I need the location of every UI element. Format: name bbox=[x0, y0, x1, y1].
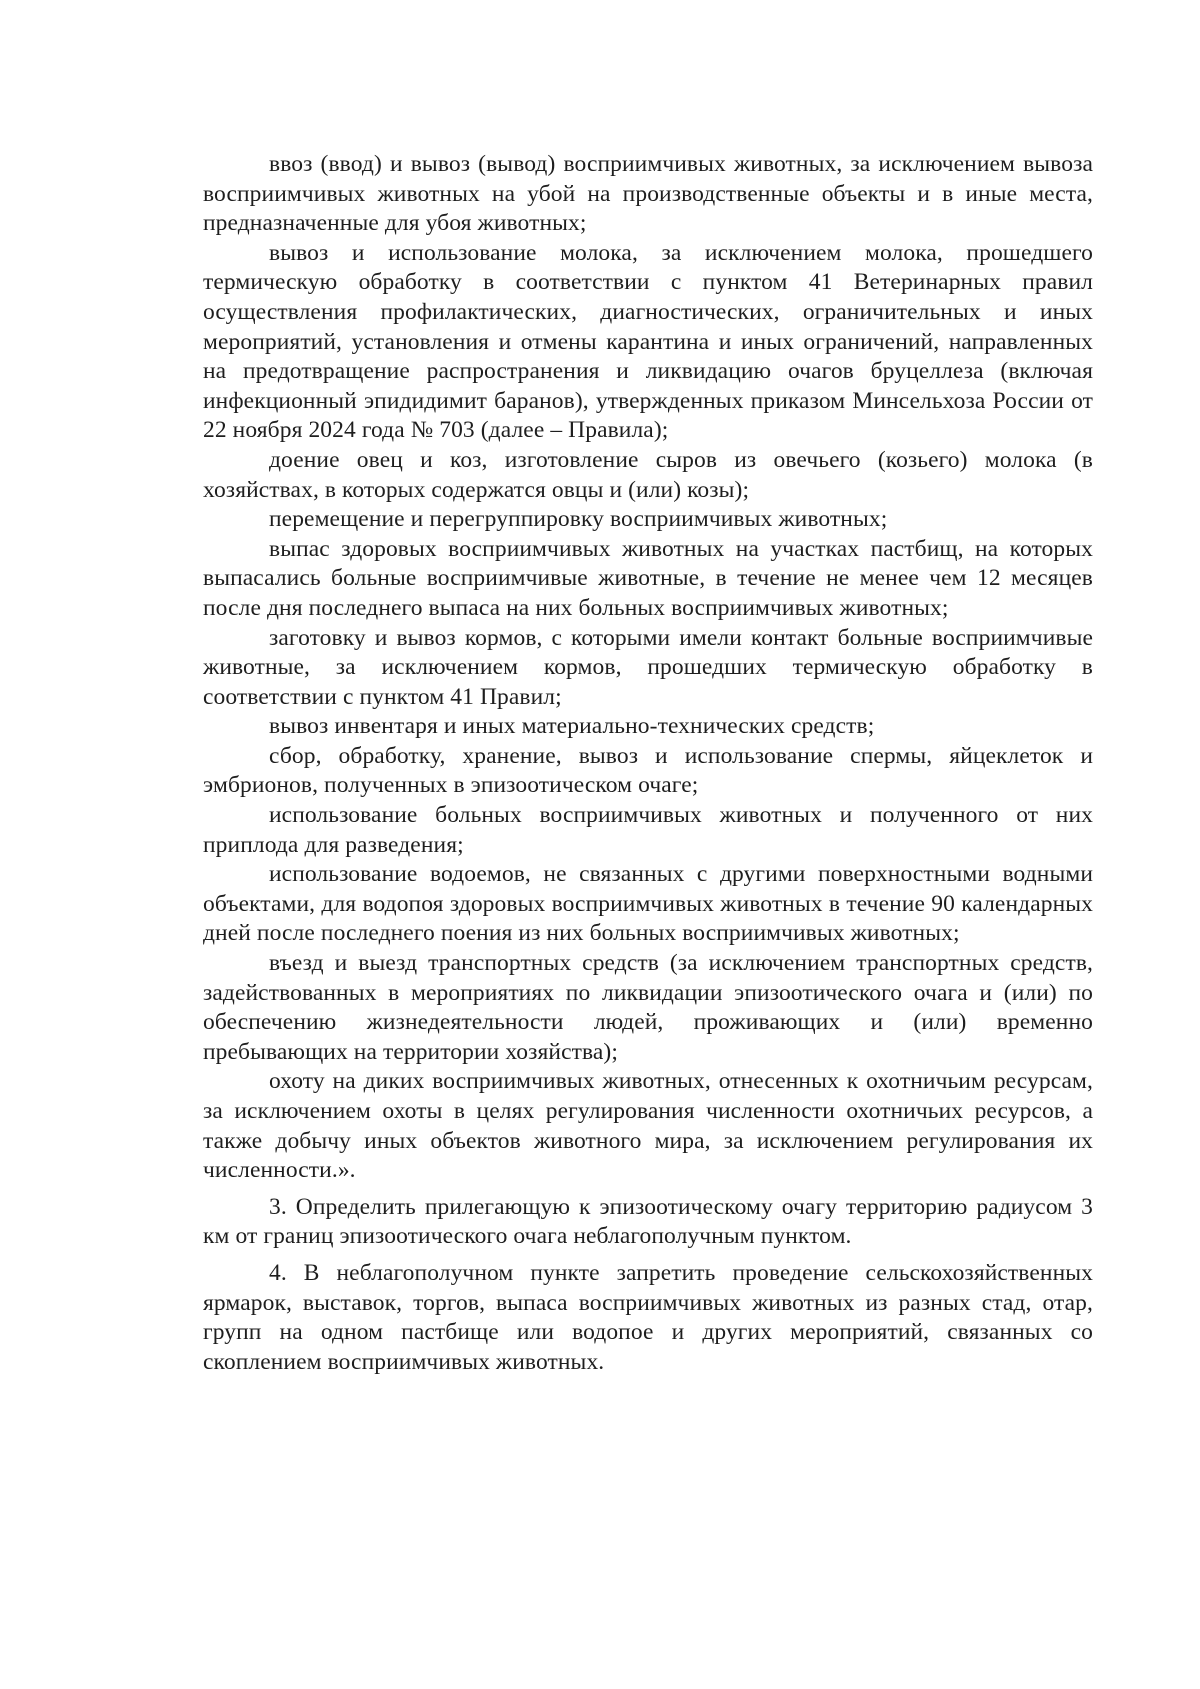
document-body bbox=[203, 150, 1093, 1377]
paragraph-feed-ban: заготовку и вывоз кормов, с которыми имели контакт больные восприимчивые животные, за исключением кормов, прошедших термическую обработку в соответствии с пунктом 41 Правил; bbox=[203, 624, 1093, 710]
paragraph-item-3: 3. Определить прилегающую к эпизоотическому очагу территорию радиусом 3 км от границ эпизоотического очага неблагополучным пунктом. bbox=[203, 1193, 1093, 1250]
paragraph-pasture-ban: выпас здоровых восприимчивых животных на участках пастбищ, на которых выпасались больные восприимчивые животные, в течение не менее чем 12 месяцев после дня последнего выпаса на них больных восприимчивых животных; bbox=[203, 535, 1093, 621]
paragraph-milk-ban: вывоз и использование молока, за исключением молока, прошедшего термическую обработку в соответствии с пунктом 41 Ветеринарных правил осуществления профилактических, диагностических, ограничительных и иных мероприятий, установления и отмены карантина и иных ограничений, направленных на предотвращение распространения и ликвидацию очагов бруцеллеза (включая инфекционный эпидидимит баранов), утвержденных приказом Минсельхоза России от 22 ноября 2024 года № 703 (далее – Правила); bbox=[203, 239, 1093, 444]
paragraph-item-4: 4. В неблагополучном пункте запретить проведение сельскохозяйственных ярмарок, выставок, торгов, выпаса восприимчивых животных из разных стад, отар, групп на одном пастбище или водопое и других мероприятий, связанных со скоплением восприимчивых животных. bbox=[203, 1259, 1093, 1375]
paragraph-hunting-ban: охоту на диких восприимчивых животных, отнесенных к охотничьим ресурсам, за исключением охоты в целях регулирования численности охотничьих ресурсов, а также добычу иных объектов животного мира, за исключением регулирования их численности.». bbox=[203, 1068, 1093, 1184]
paragraph-sperm-embryo-ban: сбор, обработку, хранение, вывоз и использование спермы, яйцеклеток и эмбрионов, полученных в эпизоотическом очаге; bbox=[203, 742, 1093, 799]
paragraph-milking-cheese-ban: доение овец и коз, изготовление сыров из овечьего (козьего) молока (в хозяйствах, в которых содержатся овцы и (или) козы); bbox=[203, 446, 1093, 503]
paragraph-import-export-ban: ввоз (ввод) и вывоз (вывод) восприимчивых животных, за исключением вывоза восприимчивых животных на убой на производственные объекты и в иные места, предназначенные для убоя животных; bbox=[203, 151, 1093, 237]
paragraph-inventory-ban: вывоз инвентаря и иных материально-технических средств; bbox=[269, 713, 875, 740]
paragraph-breeding-ban: использование больных восприимчивых животных и полученного от них приплода для разведения; bbox=[203, 802, 1093, 858]
paragraph-water-ban: использование водоемов, не связанных с другими поверхностными водными объектами, для водопоя здоровых восприимчивых животных в течение 90 календарных дней после последнего поения из них больных восприимчивых животных; bbox=[203, 861, 1093, 947]
paragraph-regrouping-ban: перемещение и перегруппировку восприимчивых животных; bbox=[269, 506, 888, 533]
paragraph-transport-ban: въезд и выезд транспортных средств (за исключением транспортных средств, задействованных в мероприятиях по ликвидации эпизоотического очага и (или) по обеспечению жизнедеятельности людей, проживающих и (или) временно пребывающих на территории хозяйства); bbox=[203, 950, 1093, 1065]
